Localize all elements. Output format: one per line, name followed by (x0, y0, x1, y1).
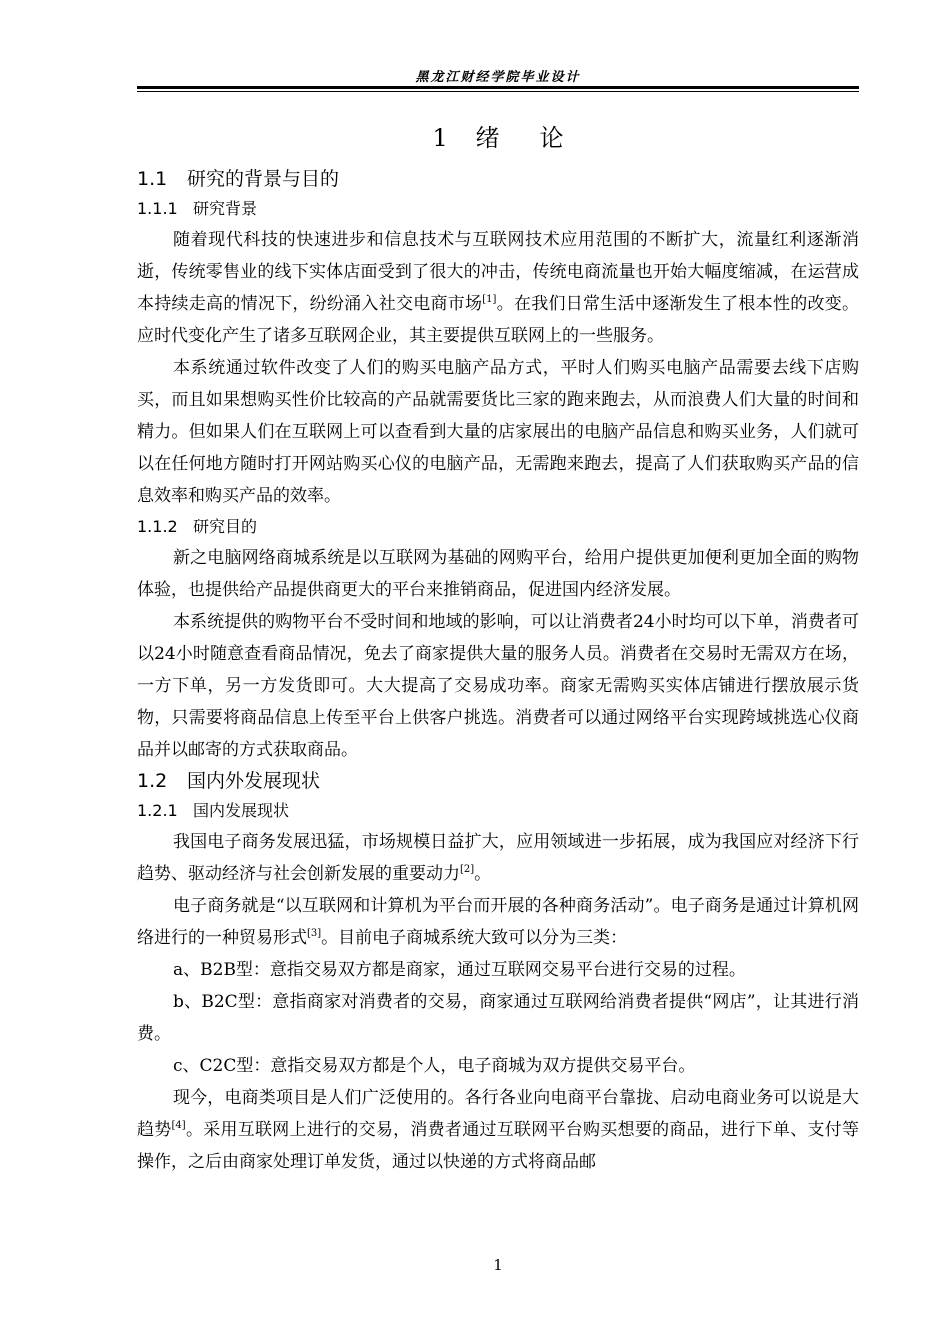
paragraph-text: 。目前电子商城系统大致可以分为三类： (321, 928, 628, 948)
paragraph-text: 随着现代科技的快速进步和信息技术与互联网技术应用范围的不断扩大，流量红利逐渐消逝，传统零售业的线下实体店面受到了很大的冲击，传统电商流量也开始大幅度缩减，在运营成本持续走高的情况下，纷纷涌入社交电商市场 (137, 230, 859, 314)
paragraph: 本系统提供的购物平台不受时间和地域的影响，可以让消费者24小时均可以下单，消费者可以24小时随意查看商品情况，免去了商家提供大量的服务人员。消费者在交易时无需双方在场，一方下单，另一方发货即可。大大提高了交易成功率。商家无需购买实体店铺进行摆放展示货物，只需要将商品信息上传至平台上供客户挑选。消费者可以通过网络平台实现跨域挑选心仪商品并以邮寄的方式获取商品。 (137, 612, 859, 760)
section-number: 1.1 (137, 168, 168, 190)
section-number: 1.1.2 (137, 517, 178, 536)
section-heading-1-1-1 (137, 194, 859, 224)
section-number: 1.2 (137, 770, 168, 792)
section-heading-1-1-2 (137, 512, 859, 542)
section-title: 研究的背景与目的 (187, 168, 340, 190)
section-title: 国内外发展现状 (187, 770, 321, 792)
section-heading-1-2 (137, 766, 859, 796)
chapter-title-part2: 论 (539, 124, 564, 152)
chapter-title (137, 122, 859, 154)
page-header: 黑龙江财经学院毕业设计 (415, 70, 581, 85)
paragraph (137, 890, 859, 954)
section-title: 研究目的 (193, 517, 258, 536)
section-heading-1-1 (137, 164, 859, 194)
list-item: c、C2C型：意指交易双方都是个人，电子商城为双方提供交易平台。 (173, 1056, 696, 1076)
paragraph (137, 826, 859, 890)
citation-ref: [1] (482, 294, 497, 305)
paragraph-text: 电子商务就是“以互联网和计算机为平台而开展的各种商务活动”。电子商务是通过计算机网络进行的一种贸易形式 (137, 896, 859, 948)
list-item: b、B2C型：意指商家对消费者的交易，商家通过互联网给消费者提供“网店”，让其进行消费。 (137, 992, 859, 1044)
citation-ref: [2] (460, 864, 475, 875)
chapter-title-part1: 绪 (475, 124, 540, 152)
list-item: a、B2B型：意指交易双方都是商家，通过互联网交易平台进行交易的过程。 (173, 960, 746, 980)
page-body (137, 164, 859, 1178)
paragraph-text: 。采用互联网上进行的交易，消费者通过互联网平台购买想要的商品，进行下单、支付等操作，之后由商家处理订单发货，通过以快递的方式将商品邮 (137, 1120, 860, 1172)
section-number: 1.1.1 (137, 199, 178, 218)
paragraph (137, 224, 859, 352)
page-number: 1 (493, 1256, 503, 1274)
section-heading-1-2-1 (137, 796, 859, 826)
header-rule-thin (137, 91, 859, 92)
paragraph-text: 现今，电商类项目是人们广泛使用的。各行各业向电商平台靠拢、启动电商业务可以说是大趋势 (137, 1088, 859, 1140)
citation-ref: [3] (307, 928, 322, 939)
paragraph-text: 我国电子商务发展迅猛，市场规模日益扩大，应用领域进一步拓展，成为我国应对经济下行趋势、驱动经济与社会创新发展的重要动力 (137, 832, 859, 884)
paragraph: 本系统通过软件改变了人们的购买电脑产品方式，平时人们购买电脑产品需要去线下店购买，而且如果想购买性价比较高的产品就需要货比三家的跑来跑去，从而浪费人们大量的时间和精力。但如果人们在互联网上可以查看到大量的店家展出的电脑产品信息和购买业务，人们就可以在任何地方随时打开网站购买心仪的电脑产品，无需跑来跑去，提高了人们获取购买产品的信息效率和购买产品的效率。 (137, 358, 859, 506)
header-rule-thick (137, 86, 859, 89)
citation-ref: [4] (171, 1120, 186, 1131)
section-number: 1.2.1 (137, 801, 178, 820)
paragraph (137, 1082, 859, 1178)
paragraph-text: 。在我们日常生活中逐渐发生了根本性的改变。应时代变化产生了诸多互联网企业，其主要提供互联网上的一些服务。 (137, 294, 859, 346)
paragraph: 新之电脑网络商城系统是以互联网为基础的网购平台，给用户提供更加便利更加全面的购物体验，也提供给产品提供商更大的平台来推销商品，促进国内经济发展。 (137, 548, 859, 600)
paragraph-text: 。 (474, 864, 492, 884)
section-title: 国内发展现状 (193, 801, 290, 820)
chapter-number: 1 (432, 124, 448, 152)
section-title: 研究背景 (193, 199, 258, 218)
